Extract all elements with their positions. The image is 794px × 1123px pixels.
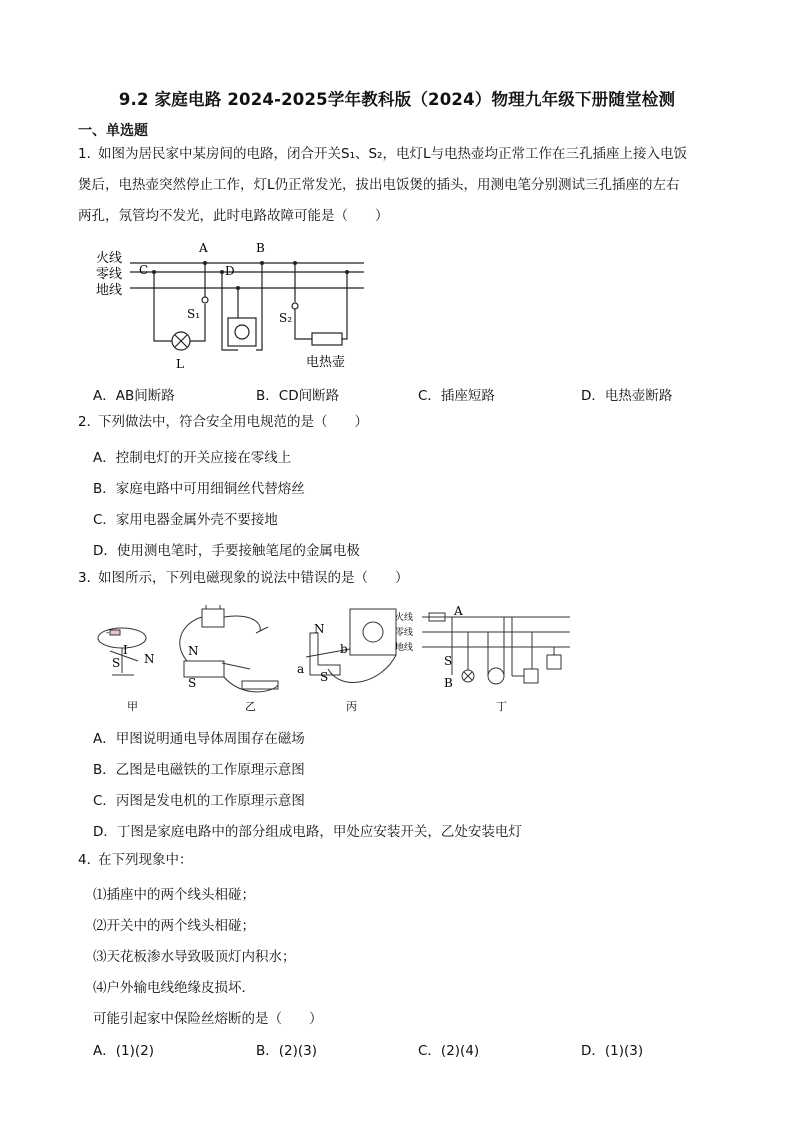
q1-option-d: D．电热壶断路 [581,388,673,404]
q2-option-a: A．控制电灯的开关应接在零线上 [93,450,292,466]
q2-number: 2． [78,414,101,430]
live-wire-label: 火线 [96,251,123,266]
q3-option-b: B．乙图是电磁铁的工作原理示意图 [93,762,305,778]
q3-neutral-label: 零线 [395,628,414,638]
point-a-label: A [199,241,208,255]
q3-number: 3． [78,570,101,586]
q3-option-d: D．丁图是家庭电路中的部分组成电路，甲处应安装开关，乙处安装电灯 [93,824,522,840]
q4-item-1: ⑴插座中的两个线头相碰； [93,887,255,903]
q4-option-b: B．(2)(3) [256,1043,318,1059]
point-b-label: B [256,241,265,255]
point-d-label: D [225,264,235,278]
q1-stem-line3: 两孔，氖管均不发光，此时电路故障可能是（ ） [78,208,389,224]
q3-point-b-label: B [444,676,453,690]
q3-bing-b-label: b [340,642,348,656]
q1-number: 1． [78,146,101,162]
q3-option-a: A．甲图说明通电导体周围存在磁场 [93,731,305,747]
q2-stem: 下列做法中，符合安全用电规范的是（ ） [98,414,368,430]
q3-live-label: 火线 [395,613,414,623]
q1-stem-line1: 如图为居民家中某房间的电路，闭合开关S₁、S₂，电灯L与电热壶均正常工作在三孔插座上接入电饭 [98,146,687,162]
q4-stem: 在下列现象中： [98,852,193,868]
q4-item-3: ⑶天花板渗水导致吸顶灯内积水； [93,949,296,965]
q4-item-4: ⑷户外输电线绝缘皮损坏． [93,980,255,996]
q1-circuit-figure [92,236,382,376]
q3-minus-sign: - [106,628,110,638]
q3-jia-s-label: S [112,656,121,670]
ground-wire-label: 地线 [96,283,123,298]
q1-option-c: C．插座短路 [418,388,495,404]
q3-ground-label: 地线 [395,643,414,653]
switch-s2-label: S₂ [279,311,293,325]
page-title: 9.2 家庭电路 2024-2025学年教科版（2024）物理九年级下册随堂检测 [118,90,676,109]
q2-option-d: D．使用测电笔时，手要接触笔尾的金属电极 [93,543,360,559]
q3-yi-n-label: N [188,644,199,658]
q4-option-a: A．(1)(2) [93,1043,154,1059]
q4-ask: 可能引起家中保险丝熔断的是（ ） [93,1011,323,1027]
q3-option-c: C．丙图是发电机的工作原理示意图 [93,793,305,809]
q3-yi-s-label: S [188,676,197,690]
q3-bing-s-label: S [320,670,329,684]
q2-option-c: C．家用电器金属外壳不要接地 [93,512,278,528]
q3-figures [92,603,577,718]
q3-fig-jia: 甲 [127,700,138,713]
q3-jia-current-label: I [123,643,128,657]
q3-bing-n-label: N [314,622,325,636]
q3-bing-a-label: a [297,662,305,676]
q4-item-2: ⑵开关中的两个线头相碰； [93,918,255,934]
q1-stem-line2: 煲后，电热壶突然停止工作，灯L仍正常发光，拔出电饭煲的插头，用测电笔分别测试三孔插座的左右 [78,177,680,193]
q3-point-a-label: A [454,604,463,618]
q3-stem: 如图所示，下列电磁现象的说法中错误的是（ ） [98,570,409,586]
section-heading: 一、单选题 [78,123,148,139]
point-c-label: C [139,263,149,277]
switch-s1-label: S₁ [187,307,201,321]
q3-fig-bing: 丙 [346,700,357,713]
q3-fig-ding: 丁 [496,700,507,713]
q4-option-c: C．(2)(4) [418,1043,480,1059]
q4-option-d: D．(1)(3) [581,1043,644,1059]
q3-fig-yi: 乙 [245,700,256,713]
q4-number: 4． [78,852,101,868]
q1-option-b: B．CD间断路 [256,388,340,404]
q3-switch-label: S [444,654,453,668]
q3-jia-n-label: N [144,652,155,666]
q1-option-a: A．AB间断路 [93,388,175,404]
lamp-label: L [176,357,184,371]
kettle-label: 电热壶 [306,355,346,370]
neutral-wire-label: 零线 [96,267,123,282]
q2-option-b: B．家庭电路中可用细铜丝代替熔丝 [93,481,305,497]
